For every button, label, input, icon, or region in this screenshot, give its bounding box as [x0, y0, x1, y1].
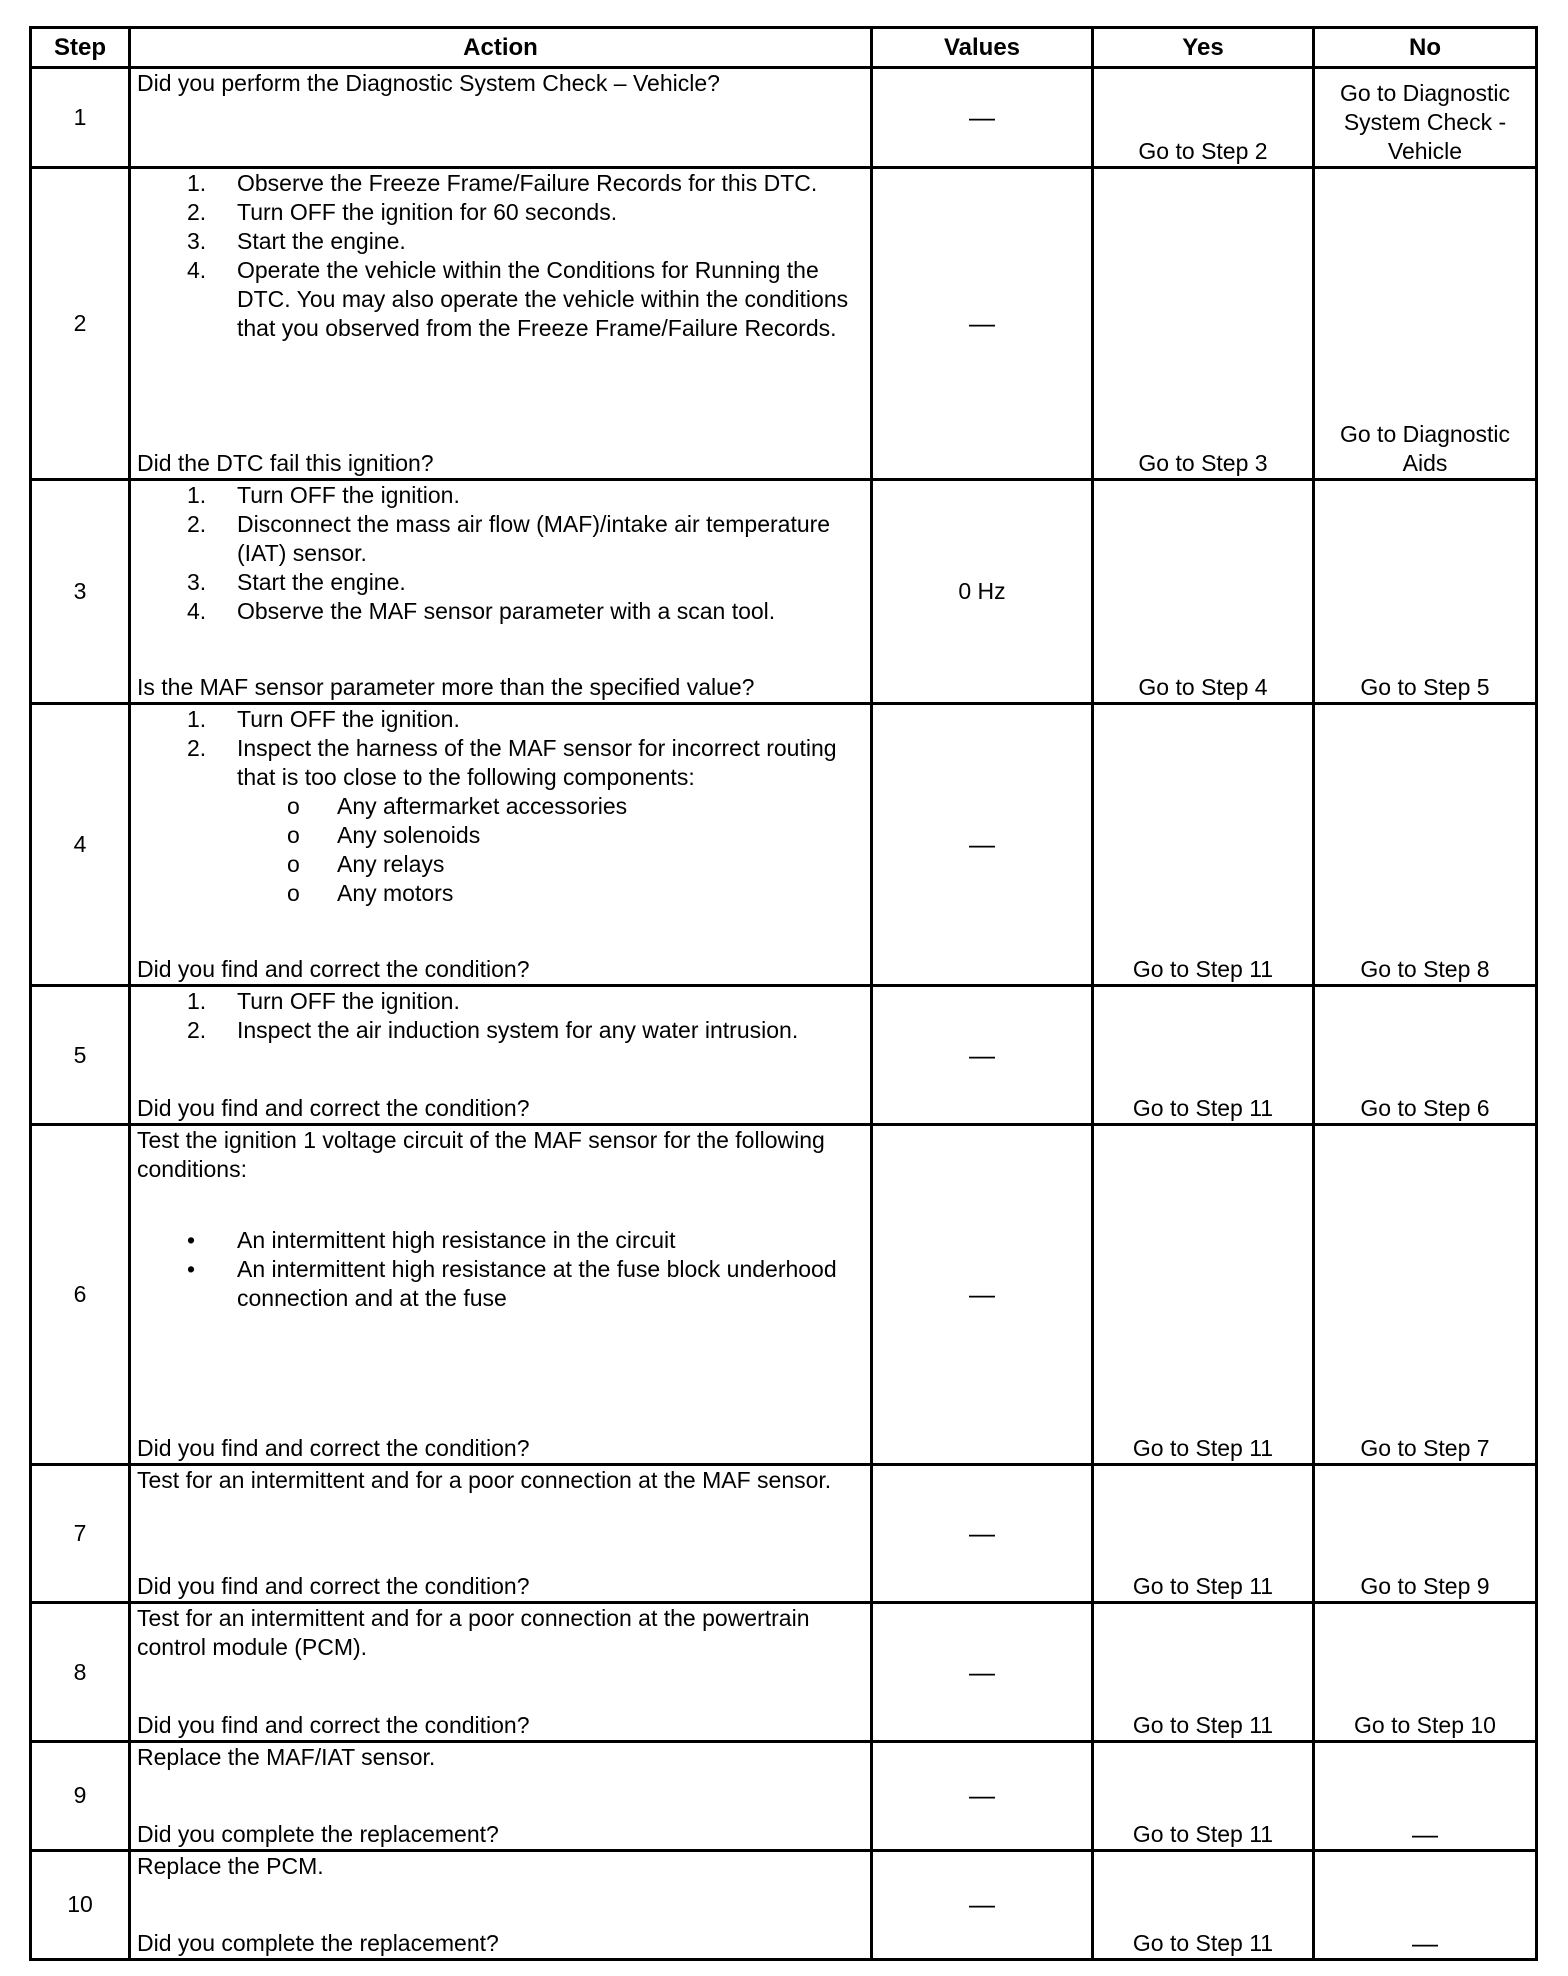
table-row [31, 1124, 1537, 1465]
step-number: 8 [31, 1603, 130, 1741]
action-steps [137, 481, 864, 626]
action-steps [137, 169, 864, 343]
table-row [31, 1850, 1537, 1959]
action-cell [130, 1124, 872, 1465]
action-cell [130, 986, 872, 1124]
action-cell [130, 1741, 872, 1850]
list-item [137, 568, 864, 597]
list-item [137, 734, 864, 908]
step-number: 7 [31, 1465, 130, 1603]
item-number: 4. [187, 597, 207, 624]
step-number: 3 [31, 479, 130, 703]
sub-item-text: Any relays [337, 850, 445, 877]
list-item [137, 1016, 864, 1045]
table-row [31, 479, 1537, 703]
header-step: Step [31, 28, 130, 68]
item-text: Observe the Freeze Frame/Failure Records for this DTC. [237, 170, 818, 197]
value-cell: — [872, 68, 1093, 168]
item-text: Disconnect the mass air flow (MAF)/intake air temperature (IAT) sensor. [237, 510, 831, 566]
yes-cell: Go to Step 2 [1093, 68, 1314, 168]
no-cell: Go to Step 6 [1314, 986, 1537, 1124]
list-item [137, 597, 864, 626]
item-number: 1. [187, 481, 207, 508]
item-text: Inspect the harness of the MAF sensor for incorrect routing that is too close to the following components: [237, 734, 837, 790]
table-row [31, 1603, 1537, 1741]
bullet-text: An intermittent high resistance at the fuse block underhood connection and at the fuse [237, 1255, 837, 1311]
value-cell: 0 Hz [872, 479, 1093, 703]
list-item [137, 705, 864, 734]
yes-cell: Go to Step 11 [1093, 986, 1314, 1124]
sub-item-text: Any motors [337, 879, 454, 906]
table-row [31, 1741, 1537, 1850]
item-number: 2. [187, 1017, 207, 1044]
bullet-text: An intermittent high resistance in the circuit [237, 1226, 676, 1253]
action-question: Did you complete the replacement? [137, 1820, 499, 1847]
step-number: 9 [31, 1741, 130, 1850]
action-question: Did you find and correct the condition? [137, 1711, 530, 1738]
item-number: 1. [187, 988, 207, 1015]
action-cell [130, 1603, 872, 1741]
no-cell: Go to Diagnostic Aids [1314, 168, 1537, 479]
action-cell [130, 68, 872, 168]
bullet-marker: • [187, 1226, 196, 1253]
bullet-item [137, 1226, 864, 1255]
action-text: Test for an intermittent and for a poor connection at the powertrain control module (PCM). [137, 1605, 810, 1661]
value-cell: — [872, 1850, 1093, 1959]
action-cell [130, 703, 872, 985]
value-cell: — [872, 1124, 1093, 1465]
sub-item [237, 850, 864, 879]
no-cell: — [1314, 1850, 1537, 1959]
action-cell [130, 168, 872, 479]
item-number: 4. [187, 257, 207, 284]
yes-cell: Go to Step 11 [1093, 1850, 1314, 1959]
step-number: 5 [31, 986, 130, 1124]
no-cell: — [1314, 1741, 1537, 1850]
action-question: Is the MAF sensor parameter more than the specified value? [137, 673, 755, 700]
sub-item-marker: o [287, 821, 300, 848]
value-cell: — [872, 703, 1093, 985]
sub-list [237, 792, 864, 908]
list-item [137, 256, 864, 343]
no-cell: Go to Step 10 [1314, 1603, 1537, 1741]
sub-item [237, 879, 864, 908]
item-number: 1. [187, 170, 207, 197]
header-yes: Yes [1093, 28, 1314, 68]
bullet-list [137, 1226, 864, 1313]
list-item [137, 169, 864, 198]
value-cell: — [872, 168, 1093, 479]
action-steps [137, 987, 864, 1045]
table-row [31, 168, 1537, 479]
item-text: Inspect the air induction system for any water intrusion. [237, 1017, 799, 1044]
list-item [137, 227, 864, 256]
no-cell: Go to Step 9 [1314, 1465, 1537, 1603]
list-item [137, 987, 864, 1016]
value-cell: — [872, 1741, 1093, 1850]
item-text: Turn OFF the ignition. [237, 988, 460, 1015]
item-text: Turn OFF the ignition. [237, 481, 460, 508]
bullet-marker: • [187, 1255, 196, 1282]
header-no: No [1314, 28, 1537, 68]
item-number: 2. [187, 734, 207, 761]
action-text: Did you perform the Diagnostic System Check – Vehicle? [137, 70, 720, 96]
value-cell: — [872, 1603, 1093, 1741]
item-number: 3. [187, 568, 207, 595]
yes-cell: Go to Step 3 [1093, 168, 1314, 479]
step-number: 6 [31, 1124, 130, 1465]
value-cell: — [872, 1465, 1093, 1603]
action-steps [137, 705, 864, 908]
action-text: Replace the PCM. [137, 1852, 324, 1879]
item-text: Start the engine. [237, 228, 406, 255]
sub-item [237, 792, 864, 821]
table-row [31, 986, 1537, 1124]
table-row [31, 68, 1537, 168]
item-text: Observe the MAF sensor parameter with a scan tool. [237, 597, 776, 624]
diagnostic-table [29, 26, 1538, 1961]
step-number: 1 [31, 68, 130, 168]
action-question: Did you find and correct the condition? [137, 1573, 530, 1600]
table-row [31, 703, 1537, 985]
step-number: 4 [31, 703, 130, 985]
item-number: 3. [187, 228, 207, 255]
no-cell: Go to Step 7 [1314, 1124, 1537, 1465]
table-row [31, 1465, 1537, 1603]
action-question: Did you complete the replacement? [137, 1930, 499, 1956]
yes-cell: Go to Step 4 [1093, 479, 1314, 703]
sub-item-marker: o [287, 792, 300, 819]
item-text: Turn OFF the ignition. [237, 705, 460, 732]
action-text: Test for an intermittent and for a poor connection at the MAF sensor. [137, 1467, 832, 1494]
action-question: Did you find and correct the condition? [137, 1435, 530, 1462]
no-cell: Go to Diagnostic System Check - Vehicle [1314, 68, 1537, 168]
yes-cell: Go to Step 11 [1093, 1603, 1314, 1741]
action-text: Replace the MAF/IAT sensor. [137, 1743, 436, 1770]
step-number: 10 [31, 1850, 130, 1959]
step-number: 2 [31, 168, 130, 479]
list-item [137, 198, 864, 227]
bullet-item [137, 1255, 864, 1313]
sub-item-text: Any solenoids [337, 821, 481, 848]
action-cell [130, 479, 872, 703]
value-cell: — [872, 986, 1093, 1124]
action-text: Test the ignition 1 voltage circuit of the MAF sensor for the following conditions: [137, 1126, 825, 1182]
no-cell: Go to Step 8 [1314, 703, 1537, 985]
yes-cell: Go to Step 11 [1093, 1124, 1314, 1465]
item-number: 1. [187, 705, 207, 732]
header-row [31, 28, 1537, 68]
sub-item-text: Any aftermarket accessories [337, 792, 628, 819]
yes-cell: Go to Step 11 [1093, 703, 1314, 985]
item-number: 2. [187, 510, 207, 537]
item-text: Operate the vehicle within the Conditions for Running the DTC. You may also operate the vehicle within the conditions that you observed from the Freeze Frame/Failure Records. [237, 257, 849, 342]
action-question: Did you find and correct the condition? [137, 956, 530, 983]
action-cell [130, 1850, 872, 1959]
sub-item-marker: o [287, 879, 300, 906]
yes-cell: Go to Step 11 [1093, 1465, 1314, 1603]
no-cell: Go to Step 5 [1314, 479, 1537, 703]
action-question: Did you find and correct the condition? [137, 1094, 530, 1121]
item-number: 2. [187, 199, 207, 226]
action-question: Did the DTC fail this ignition? [137, 449, 434, 476]
header-values: Values [872, 28, 1093, 68]
yes-cell: Go to Step 11 [1093, 1741, 1314, 1850]
list-item [137, 481, 864, 510]
action-cell [130, 1465, 872, 1603]
header-action: Action [130, 28, 872, 68]
item-text: Turn OFF the ignition for 60 seconds. [237, 199, 618, 226]
list-item [137, 510, 864, 568]
sub-item-marker: o [287, 850, 300, 877]
sub-item [237, 821, 864, 850]
item-text: Start the engine. [237, 568, 406, 595]
